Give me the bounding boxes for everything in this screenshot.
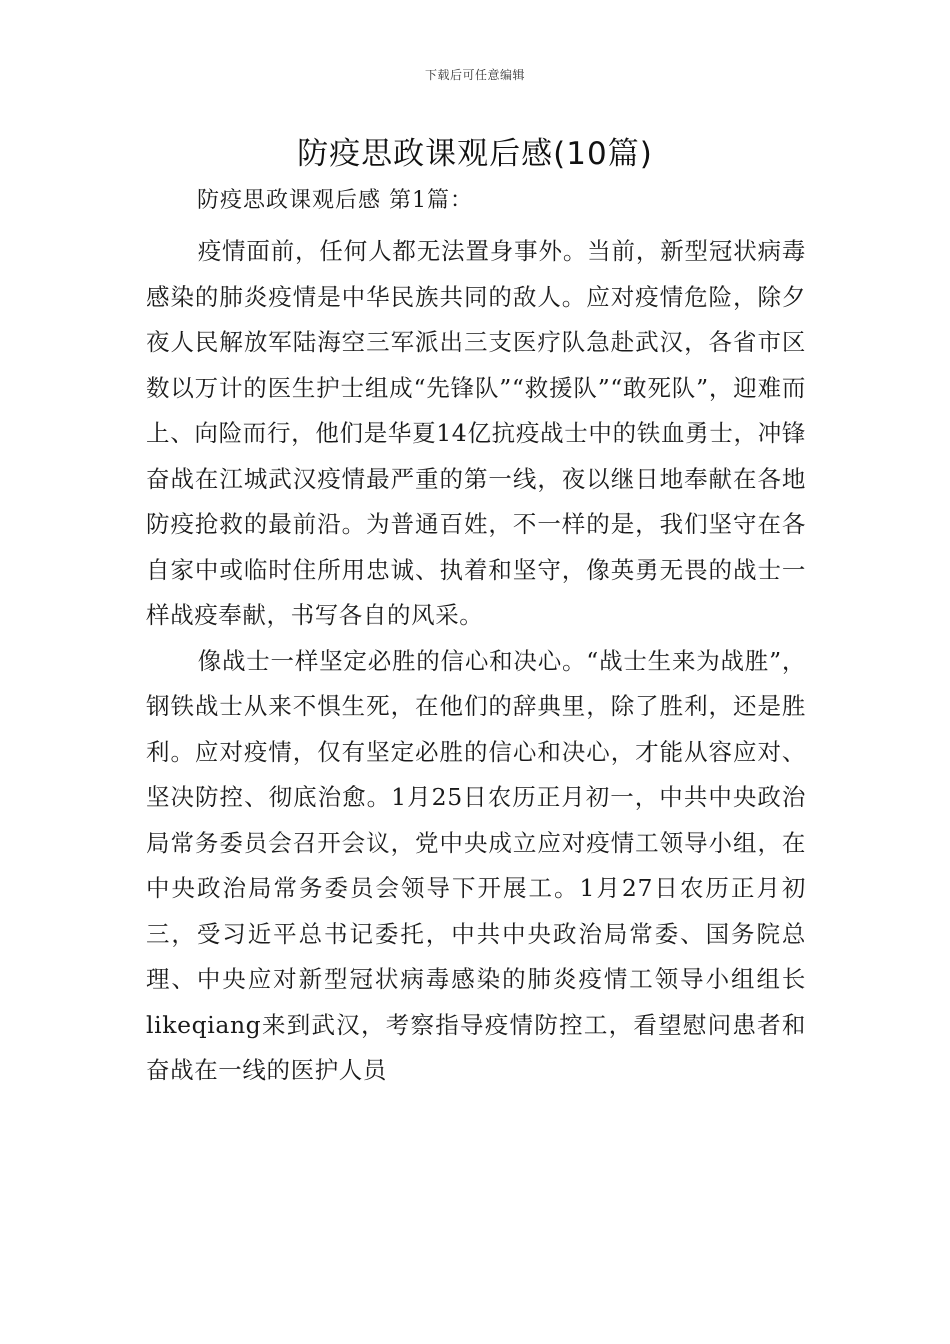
paragraph-1: 疫情面前，任何人都无法置身事外。当前，新型冠状病毒感染的肺炎疫情是中华民族共同的敌人。应对疫情危险，除夕夜人民解放军陆海空三军派出三支医疗队急赴武汉，各省市区数以万计的医生护士组成“先锋队”“救援队”“敢死队”，迎难而上、向险而行，他们是华夏14亿抗疫战士中的铁血勇士，冲锋奋战在江城武汉疫情最严重的第一线，夜以继日地奉献在各地防疫抢救的最前沿。为普通百姓，不一样的是，我们坚守在各自家中或临时住所用忠诚、执着和坚守，像英勇无畏的战士一样战疫奉献，书写各自的风采。: [146, 237, 806, 629]
document-title: 防疫思政课观后感(10篇): [297, 136, 653, 172]
body-text: [146, 229, 806, 1094]
section-subtitle: 防疫思政课观后感 第1篇：: [197, 188, 473, 213]
header-note: 下载后可任意编辑: [424, 68, 525, 82]
paragraph-2: 像战士一样坚定必胜的信心和决心。“战士生来为战胜”，钢铁战士从来不惧生死，在他们的辞典里，除了胜利，还是胜利。应对疫情，仅有坚定必胜的信心和决心，才能从容应对、坚决防控、彻底治愈。1月25日农历正月初一，中共中央政治局常务委员会召开会议，党中央成立应对疫情工领导小组，在中央政治局常务委员会领导下开展工。1月27日农历正月初三，受习近平总书记委托，中共中央政治局常委、国务院总理、中央应对新型冠状病毒感染的肺炎疫情工领导小组组长likeqiang来到武汉，考察指导疫情防控工，看望慰问患者和奋战在一线的医护人员: [146, 646, 806, 1084]
